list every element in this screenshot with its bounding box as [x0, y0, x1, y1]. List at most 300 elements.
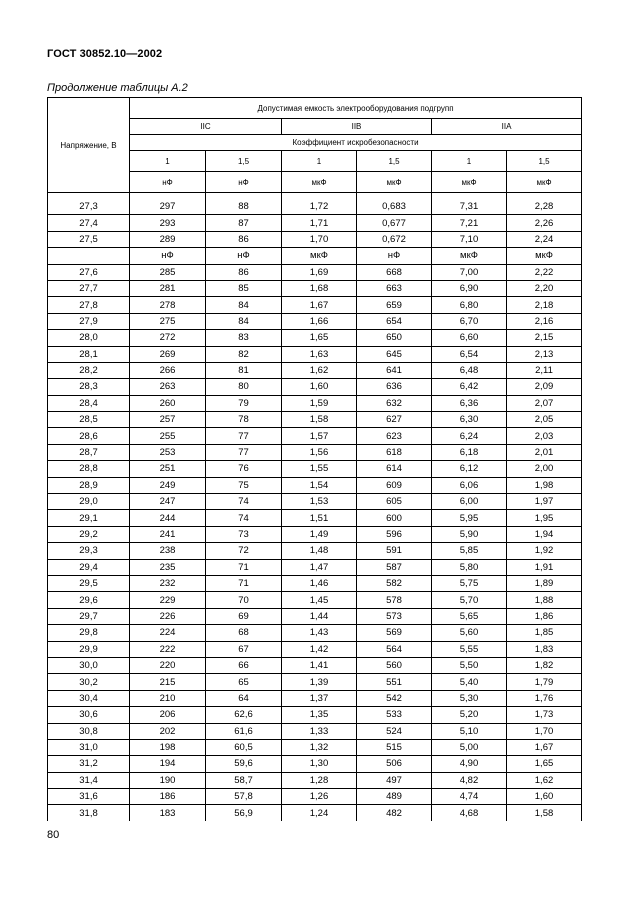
- capacitance-cell: 70: [206, 592, 282, 608]
- capacitance-cell: 1,51: [282, 510, 357, 526]
- table-row: [48, 215, 582, 231]
- capacitance-cell: 4,68: [432, 805, 507, 821]
- capacitance-cell: 542: [357, 690, 432, 706]
- capacitance-cell: 506: [357, 756, 432, 772]
- capacitance-cell: 263: [130, 379, 206, 395]
- capacitance-cell: 79: [206, 395, 282, 411]
- table-row: [48, 526, 582, 542]
- capacitance-cell: 64: [206, 690, 282, 706]
- capacitance-cell: 6,36: [432, 395, 507, 411]
- capacitance-cell: 2,28: [507, 199, 582, 215]
- table-row: [48, 248, 582, 264]
- capacitance-cell: 1,63: [282, 346, 357, 362]
- capacitance-cell: 4,82: [432, 772, 507, 788]
- capacitance-cell: 1,95: [507, 510, 582, 526]
- capacitance-cell: 1,54: [282, 477, 357, 493]
- capacitance-cell: 5,50: [432, 657, 507, 673]
- capacitance-cell: 1,73: [507, 707, 582, 723]
- table-continuation-caption: Продолжение таблицы А.2: [47, 82, 188, 94]
- voltage-cell: 29,0: [48, 494, 130, 510]
- voltage-cell: 29,4: [48, 559, 130, 575]
- capacitance-cell: 489: [357, 789, 432, 805]
- voltage-cell: 28,1: [48, 346, 130, 362]
- table-row: [48, 346, 582, 362]
- capacitance-cell: 0,677: [357, 215, 432, 231]
- table-row: [48, 264, 582, 280]
- capacitance-cell: 1,44: [282, 608, 357, 624]
- table-row: [48, 395, 582, 411]
- capacitance-cell: 6,00: [432, 494, 507, 510]
- capacitance-cell: 1,43: [282, 625, 357, 641]
- capacitance-cell: 632: [357, 395, 432, 411]
- capacitance-cell: 77: [206, 444, 282, 460]
- table-row: [48, 461, 582, 477]
- capacitance-cell: 1,62: [282, 362, 357, 378]
- voltage-cell: 31,8: [48, 805, 130, 821]
- table-row: [48, 330, 582, 346]
- capacitance-cell: 1,58: [507, 805, 582, 821]
- capacitance-cell: 573: [357, 608, 432, 624]
- voltage-cell: 28,6: [48, 428, 130, 444]
- voltage-cell: 29,3: [48, 543, 130, 559]
- voltage-cell: 28,7: [48, 444, 130, 460]
- capacitance-cell: 5,40: [432, 674, 507, 690]
- voltage-cell: 31,0: [48, 739, 130, 755]
- capacitance-cell: 87: [206, 215, 282, 231]
- capacitance-cell: 83: [206, 330, 282, 346]
- capacitance-cell: 1,42: [282, 641, 357, 657]
- capacitance-cell: 1,86: [507, 608, 582, 624]
- capacitance-cell: мкФ: [507, 248, 582, 264]
- table-row: [48, 199, 582, 215]
- table-row: [48, 739, 582, 755]
- table-row: [48, 592, 582, 608]
- capacitance-cell: 5,00: [432, 739, 507, 755]
- capacitance-cell: 260: [130, 395, 206, 411]
- capacitance-cell: нФ: [206, 248, 282, 264]
- capacitance-cell: 663: [357, 280, 432, 296]
- table-row: [48, 641, 582, 657]
- capacitance-cell: 194: [130, 756, 206, 772]
- capacitance-cell: 1,55: [282, 461, 357, 477]
- table-row: [48, 543, 582, 559]
- capacitance-cell: 618: [357, 444, 432, 460]
- voltage-cell: 29,5: [48, 575, 130, 591]
- page-number: 80: [47, 829, 60, 841]
- capacitance-cell: 57,8: [206, 789, 282, 805]
- capacitance-header: Допустимая емкость электрооборудования подгрупп: [130, 98, 582, 119]
- capacitance-cell: 1,69: [282, 264, 357, 280]
- capacitance-cell: 1,60: [282, 379, 357, 395]
- capacitance-cell: 600: [357, 510, 432, 526]
- table-row: [48, 657, 582, 673]
- capacitance-cell: 235: [130, 559, 206, 575]
- capacitance-cell: 71: [206, 575, 282, 591]
- table-row: [48, 297, 582, 313]
- capacitance-cell: 5,65: [432, 608, 507, 624]
- capacitance-cell: 6,54: [432, 346, 507, 362]
- capacitance-cell: 4,90: [432, 756, 507, 772]
- capacitance-cell: 1,58: [282, 412, 357, 428]
- safety-factor-cell: 1,5: [507, 151, 582, 172]
- capacitance-cell: мкФ: [432, 248, 507, 264]
- capacitance-cell: 1,45: [282, 592, 357, 608]
- voltage-cell: 27,8: [48, 297, 130, 313]
- capacitance-cell: 58,7: [206, 772, 282, 788]
- table-row: [48, 362, 582, 378]
- table-body: [48, 193, 582, 821]
- capacitance-cell: 229: [130, 592, 206, 608]
- capacitance-cell: 5,10: [432, 723, 507, 739]
- capacitance-cell: 1,67: [282, 297, 357, 313]
- capacitance-cell: 4,74: [432, 789, 507, 805]
- capacitance-cell: 272: [130, 330, 206, 346]
- capacitance-cell: 1,79: [507, 674, 582, 690]
- table-row: [48, 690, 582, 706]
- table-row: [48, 674, 582, 690]
- voltage-cell: 28,2: [48, 362, 130, 378]
- subgroup-header-iib: IIB: [282, 119, 432, 135]
- capacitance-cell: 2,18: [507, 297, 582, 313]
- capacitance-cell: 7,10: [432, 231, 507, 247]
- table-row: [48, 789, 582, 805]
- capacitance-cell: 482: [357, 805, 432, 821]
- capacitance-cell: 1,65: [282, 330, 357, 346]
- capacitance-cell: 614: [357, 461, 432, 477]
- capacitance-cell: 2,01: [507, 444, 582, 460]
- capacitance-cell: 1,56: [282, 444, 357, 460]
- capacitance-cell: 6,12: [432, 461, 507, 477]
- capacitance-cell: 74: [206, 510, 282, 526]
- voltage-cell: 31,6: [48, 789, 130, 805]
- safety-factor-cell: 1,5: [357, 151, 432, 172]
- capacitance-cell: 2,09: [507, 379, 582, 395]
- capacitance-cell: 1,91: [507, 559, 582, 575]
- capacitance-cell: 6,18: [432, 444, 507, 460]
- capacitance-cell: 285: [130, 264, 206, 280]
- voltage-cell: [48, 248, 130, 264]
- capacitance-cell: 60,5: [206, 739, 282, 755]
- capacitance-cell: 74: [206, 494, 282, 510]
- document-title: ГОСТ 30852.10—2002: [47, 48, 163, 60]
- capacitance-cell: 6,80: [432, 297, 507, 313]
- voltage-cell: 27,9: [48, 313, 130, 329]
- capacitance-cell: 636: [357, 379, 432, 395]
- capacitance-cell: 1,92: [507, 543, 582, 559]
- table-row: [48, 379, 582, 395]
- voltage-cell: 29,9: [48, 641, 130, 657]
- voltage-cell: 28,0: [48, 330, 130, 346]
- capacitance-cell: 249: [130, 477, 206, 493]
- capacitance-cell: 515: [357, 739, 432, 755]
- table-row: [48, 510, 582, 526]
- safety-factor-cell: 1: [432, 151, 507, 172]
- table-row: [48, 494, 582, 510]
- capacitance-cell: 1,66: [282, 313, 357, 329]
- capacitance-cell: 2,16: [507, 313, 582, 329]
- capacitance-cell: 1,35: [282, 707, 357, 723]
- unit-cell: мкФ: [282, 172, 357, 193]
- table-row: [48, 477, 582, 493]
- capacitance-cell: 220: [130, 657, 206, 673]
- capacitance-cell: 76: [206, 461, 282, 477]
- capacitance-cell: 86: [206, 231, 282, 247]
- capacitance-cell: 1,88: [507, 592, 582, 608]
- capacitance-cell: 1,41: [282, 657, 357, 673]
- table-row: [48, 231, 582, 247]
- capacitance-cell: 78: [206, 412, 282, 428]
- capacitance-cell: 0,683: [357, 199, 432, 215]
- table-row: [48, 707, 582, 723]
- capacitance-cell: 1,98: [507, 477, 582, 493]
- capacitance-cell: 241: [130, 526, 206, 542]
- capacitance-cell: 497: [357, 772, 432, 788]
- capacitance-cell: 659: [357, 297, 432, 313]
- capacitance-cell: 2,07: [507, 395, 582, 411]
- voltage-cell: 31,4: [48, 772, 130, 788]
- voltage-cell: 29,7: [48, 608, 130, 624]
- capacitance-cell: 238: [130, 543, 206, 559]
- capacitance-cell: 275: [130, 313, 206, 329]
- capacitance-cell: 1,53: [282, 494, 357, 510]
- table-row: [48, 625, 582, 641]
- table-row: [48, 723, 582, 739]
- capacitance-cell: 6,70: [432, 313, 507, 329]
- capacitance-cell: нФ: [130, 248, 206, 264]
- capacitance-cell: нФ: [357, 248, 432, 264]
- safety-factor-cell: 1: [130, 151, 206, 172]
- capacitance-cell: 73: [206, 526, 282, 542]
- voltage-cell: 27,7: [48, 280, 130, 296]
- voltage-cell: 30,6: [48, 707, 130, 723]
- table-row: [48, 280, 582, 296]
- capacitance-cell: 81: [206, 362, 282, 378]
- capacitance-cell: 198: [130, 739, 206, 755]
- capacitance-cell: 2,03: [507, 428, 582, 444]
- capacitance-cell: 6,42: [432, 379, 507, 395]
- capacitance-cell: 5,80: [432, 559, 507, 575]
- capacitance-cell: 564: [357, 641, 432, 657]
- capacitance-cell: 6,30: [432, 412, 507, 428]
- capacitance-cell: 1,26: [282, 789, 357, 805]
- capacitance-cell: 578: [357, 592, 432, 608]
- capacitance-cell: 650: [357, 330, 432, 346]
- capacitance-cell: 255: [130, 428, 206, 444]
- voltage-cell: 29,6: [48, 592, 130, 608]
- capacitance-cell: 222: [130, 641, 206, 657]
- capacitance-cell: 1,82: [507, 657, 582, 673]
- capacitance-cell: 1,60: [507, 789, 582, 805]
- table-row: [48, 313, 582, 329]
- capacitance-cell: 7,21: [432, 215, 507, 231]
- capacitance-cell: 5,20: [432, 707, 507, 723]
- capacitance-cell: 1,47: [282, 559, 357, 575]
- capacitance-cell: 551: [357, 674, 432, 690]
- capacitance-cell: 596: [357, 526, 432, 542]
- capacitance-cell: 77: [206, 428, 282, 444]
- unit-cell: нФ: [206, 172, 282, 193]
- capacitance-cell: 623: [357, 428, 432, 444]
- capacitance-cell: 533: [357, 707, 432, 723]
- capacitance-cell: 1,33: [282, 723, 357, 739]
- capacitance-cell: 641: [357, 362, 432, 378]
- capacitance-cell: 5,90: [432, 526, 507, 542]
- capacitance-cell: 88: [206, 199, 282, 215]
- capacitance-cell: 654: [357, 313, 432, 329]
- capacitance-cell: мкФ: [282, 248, 357, 264]
- voltage-cell: 30,4: [48, 690, 130, 706]
- voltage-cell: 28,3: [48, 379, 130, 395]
- voltage-cell: 27,3: [48, 199, 130, 215]
- voltage-cell: 30,0: [48, 657, 130, 673]
- capacitance-cell: 62,6: [206, 707, 282, 723]
- capacitance-cell: 1,28: [282, 772, 357, 788]
- capacitance-cell: 1,48: [282, 543, 357, 559]
- capacitance-cell: 6,24: [432, 428, 507, 444]
- capacitance-cell: 59,6: [206, 756, 282, 772]
- safety-factor-header: Коэффициент искробезопасности: [130, 135, 582, 151]
- capacitance-cell: 1,67: [507, 739, 582, 755]
- capacitance-cell: 1,85: [507, 625, 582, 641]
- table-row: [48, 444, 582, 460]
- capacitance-cell: 7,31: [432, 199, 507, 215]
- capacitance-cell: 2,05: [507, 412, 582, 428]
- capacitance-cell: 668: [357, 264, 432, 280]
- capacitance-cell: 5,60: [432, 625, 507, 641]
- capacitance-cell: 6,06: [432, 477, 507, 493]
- capacitance-cell: 591: [357, 543, 432, 559]
- capacitance-cell: 297: [130, 199, 206, 215]
- capacitance-cell: 1,76: [507, 690, 582, 706]
- capacitance-cell: 266: [130, 362, 206, 378]
- capacitance-cell: 80: [206, 379, 282, 395]
- capacitance-cell: 1,83: [507, 641, 582, 657]
- table-row: [48, 756, 582, 772]
- capacitance-cell: 210: [130, 690, 206, 706]
- table-row: [48, 559, 582, 575]
- unit-cell: мкФ: [507, 172, 582, 193]
- table-header: [48, 98, 582, 193]
- voltage-cell: 28,4: [48, 395, 130, 411]
- capacitance-cell: 1,97: [507, 494, 582, 510]
- voltage-cell: 28,8: [48, 461, 130, 477]
- capacitance-cell: 2,24: [507, 231, 582, 247]
- capacitance-table: [47, 97, 582, 821]
- capacitance-cell: 224: [130, 625, 206, 641]
- capacitance-cell: 5,75: [432, 575, 507, 591]
- voltage-cell: 28,9: [48, 477, 130, 493]
- capacitance-cell: 1,72: [282, 199, 357, 215]
- capacitance-cell: 627: [357, 412, 432, 428]
- capacitance-cell: 5,85: [432, 543, 507, 559]
- capacitance-cell: 293: [130, 215, 206, 231]
- capacitance-cell: 67: [206, 641, 282, 657]
- capacitance-cell: 5,95: [432, 510, 507, 526]
- subgroup-header-iia: IIA: [432, 119, 582, 135]
- capacitance-cell: 587: [357, 559, 432, 575]
- capacitance-cell: 2,15: [507, 330, 582, 346]
- capacitance-cell: 183: [130, 805, 206, 821]
- capacitance-cell: 0,672: [357, 231, 432, 247]
- unit-cell: мкФ: [432, 172, 507, 193]
- voltage-cell: 29,1: [48, 510, 130, 526]
- capacitance-cell: 5,30: [432, 690, 507, 706]
- capacitance-cell: 68: [206, 625, 282, 641]
- capacitance-cell: 6,90: [432, 280, 507, 296]
- safety-factor-cell: 1,5: [206, 151, 282, 172]
- capacitance-cell: 186: [130, 789, 206, 805]
- capacitance-cell: 71: [206, 559, 282, 575]
- capacitance-cell: 1,59: [282, 395, 357, 411]
- table-row: [48, 608, 582, 624]
- capacitance-cell: 1,57: [282, 428, 357, 444]
- unit-cell: мкФ: [357, 172, 432, 193]
- capacitance-cell: 569: [357, 625, 432, 641]
- voltage-cell: 31,2: [48, 756, 130, 772]
- capacitance-cell: 5,70: [432, 592, 507, 608]
- capacitance-cell: 69: [206, 608, 282, 624]
- capacitance-cell: 2,20: [507, 280, 582, 296]
- capacitance-cell: 2,13: [507, 346, 582, 362]
- capacitance-cell: 6,48: [432, 362, 507, 378]
- capacitance-cell: 1,65: [507, 756, 582, 772]
- capacitance-cell: 1,30: [282, 756, 357, 772]
- capacitance-cell: 215: [130, 674, 206, 690]
- safety-factor-cell: 1: [282, 151, 357, 172]
- capacitance-cell: 206: [130, 707, 206, 723]
- capacitance-cell: 247: [130, 494, 206, 510]
- capacitance-cell: 75: [206, 477, 282, 493]
- voltage-cell: 27,4: [48, 215, 130, 231]
- capacitance-cell: 232: [130, 575, 206, 591]
- capacitance-cell: 190: [130, 772, 206, 788]
- capacitance-cell: 1,71: [282, 215, 357, 231]
- capacitance-cell: 56,9: [206, 805, 282, 821]
- capacitance-cell: 61,6: [206, 723, 282, 739]
- capacitance-cell: 82: [206, 346, 282, 362]
- capacitance-cell: 6,60: [432, 330, 507, 346]
- capacitance-cell: 2,00: [507, 461, 582, 477]
- capacitance-cell: 66: [206, 657, 282, 673]
- subgroup-header-iic: IIC: [130, 119, 282, 135]
- capacitance-cell: 582: [357, 575, 432, 591]
- capacitance-cell: 524: [357, 723, 432, 739]
- capacitance-cell: 72: [206, 543, 282, 559]
- capacitance-cell: 1,49: [282, 526, 357, 542]
- capacitance-cell: 253: [130, 444, 206, 460]
- capacitance-cell: 1,62: [507, 772, 582, 788]
- table-row: [48, 772, 582, 788]
- capacitance-cell: 281: [130, 280, 206, 296]
- capacitance-cell: 1,37: [282, 690, 357, 706]
- capacitance-cell: 2,11: [507, 362, 582, 378]
- table-row: [48, 805, 582, 821]
- capacitance-cell: 244: [130, 510, 206, 526]
- voltage-cell: 30,8: [48, 723, 130, 739]
- capacitance-cell: 2,22: [507, 264, 582, 280]
- capacitance-cell: 251: [130, 461, 206, 477]
- capacitance-cell: 226: [130, 608, 206, 624]
- voltage-cell: 27,5: [48, 231, 130, 247]
- capacitance-cell: 1,32: [282, 739, 357, 755]
- capacitance-cell: 1,24: [282, 805, 357, 821]
- capacitance-cell: 5,55: [432, 641, 507, 657]
- capacitance-cell: 65: [206, 674, 282, 690]
- capacitance-cell: 1,68: [282, 280, 357, 296]
- capacitance-cell: 1,70: [507, 723, 582, 739]
- capacitance-cell: 84: [206, 297, 282, 313]
- capacitance-cell: 605: [357, 494, 432, 510]
